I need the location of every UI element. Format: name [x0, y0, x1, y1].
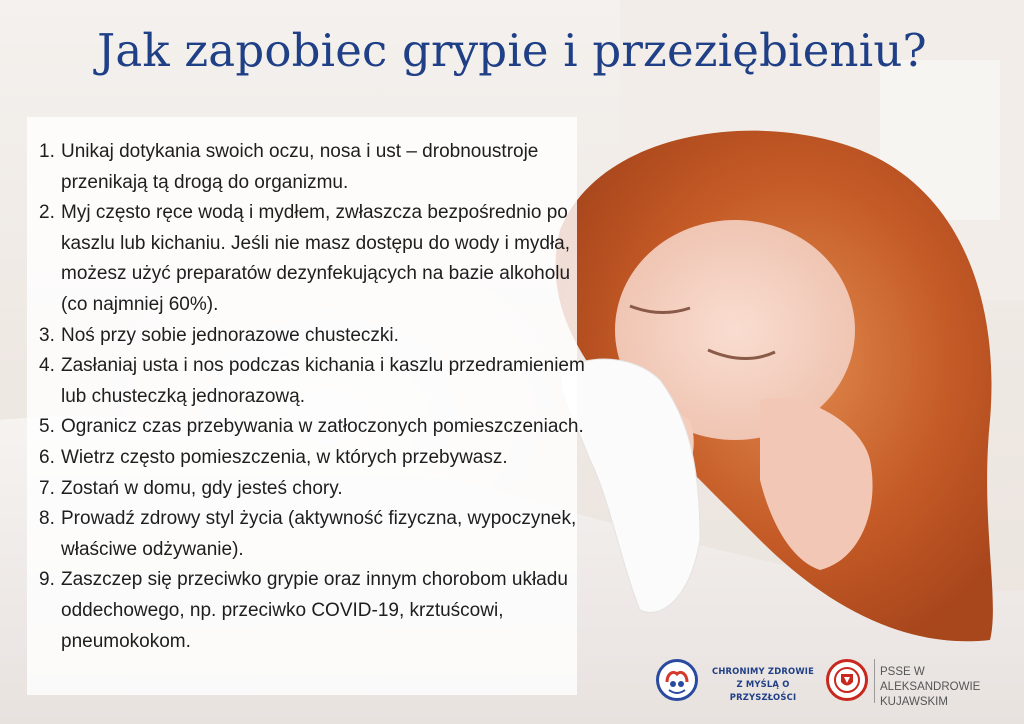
item-number: 5.	[39, 416, 55, 438]
item-text: Prowadź zdrowy styl życia (aktywność fizyczna, wypoczynek, właściwe odżywanie).	[61, 508, 577, 560]
item-number: 9.	[39, 569, 55, 591]
footer-divider	[874, 659, 875, 703]
item-text: Unikaj dotykania swoich oczu, nosa i ust – drobnoustroje przenikają tą drogą do organizmu.	[61, 141, 539, 193]
tips-list	[39, 137, 587, 657]
psse-label: PSSE W ALEKSANDROWIE KUJAWSKIM	[880, 666, 981, 708]
footer-slogan: CHRONIMY ZDROWIE Z MYŚLĄ O PRZYSZŁOŚCI	[711, 666, 815, 702]
item-text: Zaszczep się przeciwko grypie oraz innym chorobom układu oddechowego, np. przeciwko COVID-19, krztuścowi, pneumokokom.	[61, 569, 568, 652]
item-text: Zostań w domu, gdy jesteś chory.	[61, 477, 343, 499]
list-item	[39, 321, 587, 352]
item-number: 1.	[39, 141, 55, 162]
list-item	[39, 504, 587, 565]
sanepid-emblem-icon	[826, 659, 868, 701]
footer	[650, 655, 1020, 707]
list-item	[39, 565, 587, 657]
item-text: Noś przy sobie jednorazowe chusteczki.	[61, 324, 399, 346]
item-number: 8.	[39, 508, 55, 530]
item-text: Ogranicz czas przebywania w zatłoczonych pomieszczeniach.	[61, 416, 584, 438]
list-item	[39, 443, 587, 474]
chronimy-zdrowie-logo-icon	[656, 659, 698, 701]
item-number: 6.	[39, 446, 55, 468]
list-item	[39, 198, 587, 320]
list-item	[39, 474, 587, 505]
list-item	[39, 351, 587, 412]
item-number: 2.	[39, 202, 55, 224]
list-item	[39, 412, 587, 443]
item-number: 4.	[39, 355, 55, 377]
poster-title: Jak zapobiec grypie i przeziębieniu?	[97, 24, 927, 77]
item-text: Myj często ręce wodą i mydłem, zwłaszcza bezpośrednio po kaszlu lub kichaniu. Jeśli nie masz dostępu do wody i mydła, możesz użyć preparatów dezynfekujących na bazie alkoholu (co najmniej 60%).	[61, 202, 571, 315]
item-text: Zasłaniaj usta i nos podczas kichania i kaszlu przedramieniem lub chusteczką jednorazową.	[61, 355, 585, 407]
item-number: 3.	[39, 324, 55, 346]
list-item	[39, 137, 587, 198]
item-number: 7.	[39, 477, 55, 499]
item-text: Wietrz często pomieszczenia, w których przebywasz.	[61, 446, 508, 468]
